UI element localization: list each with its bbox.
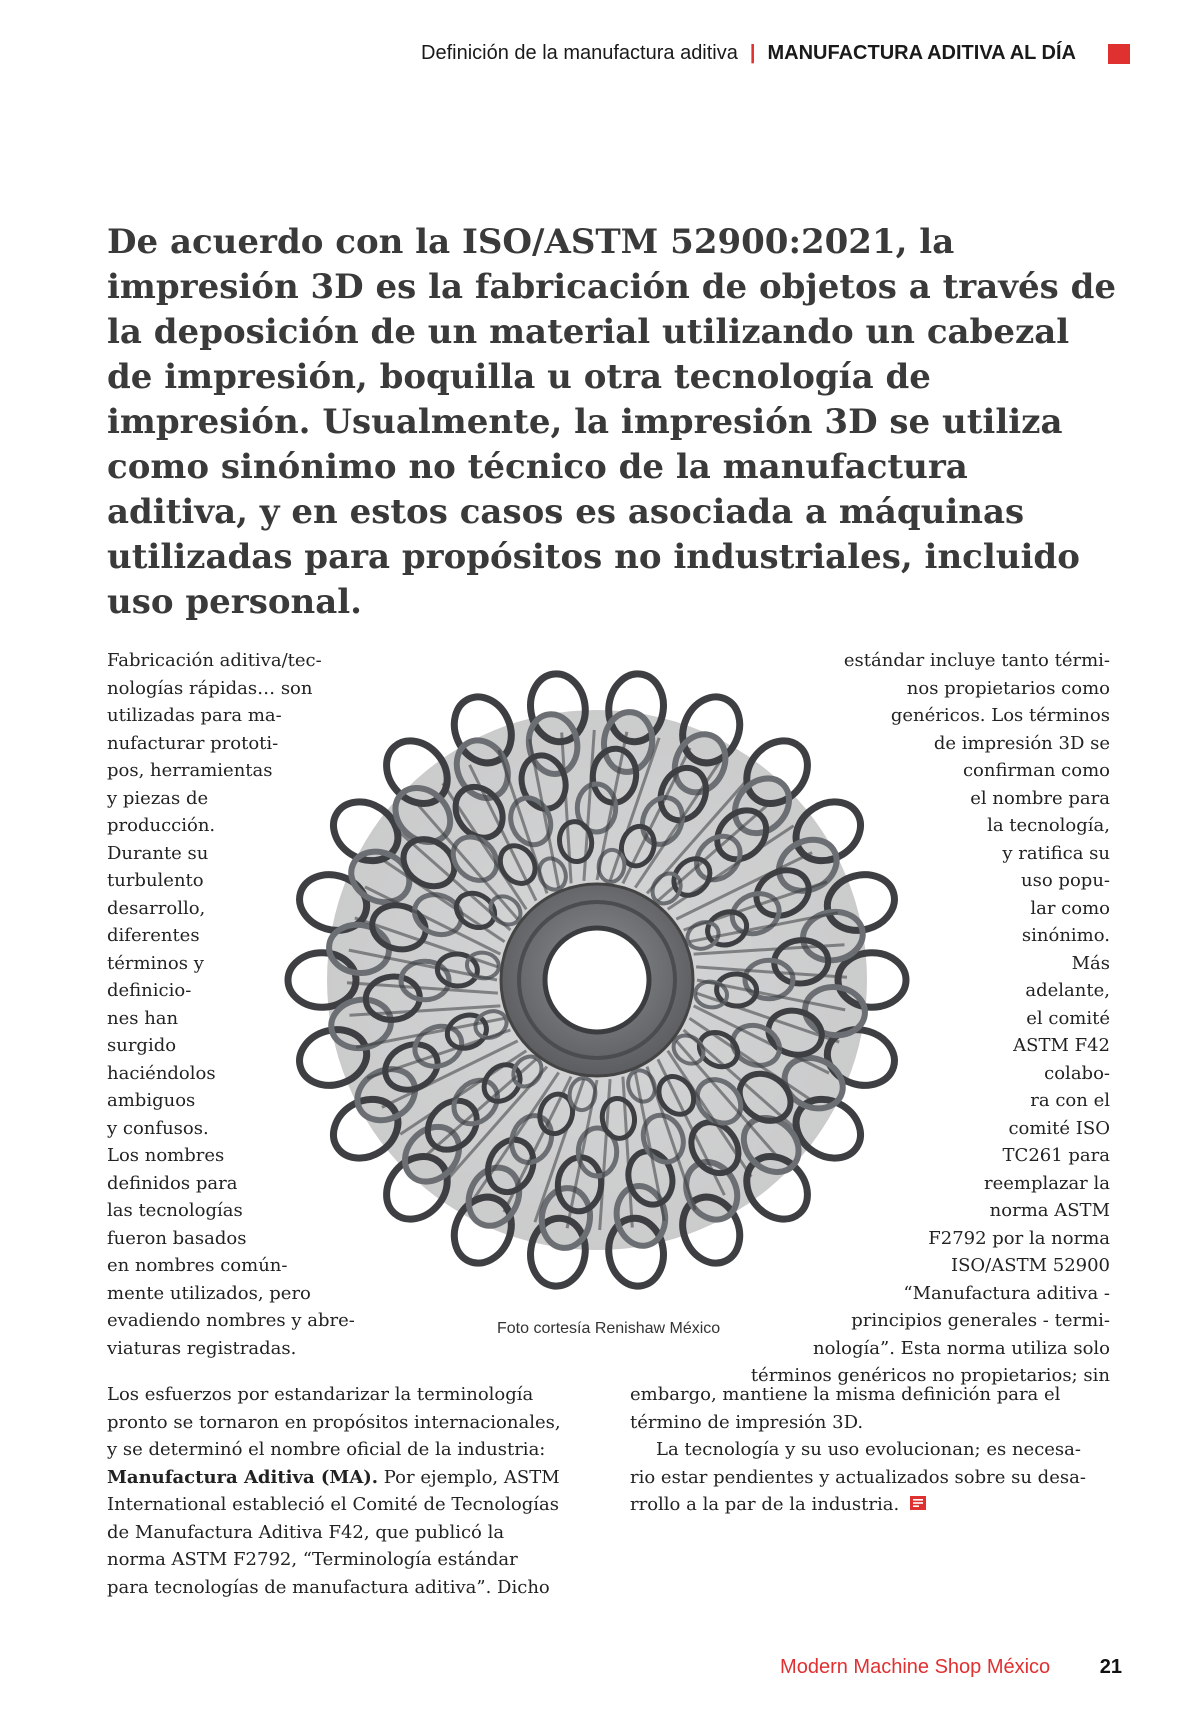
- pull-quote: De acuerdo con la ISO/ASTM 52900:2021, la impresión 3D es la fabricación de objetos a través de la deposición de un material utilizando un cabezal de impresión, boquilla u otra tecnología de impresión. Usualmente, la impresión 3D se utiliza como sinónimo no técnico de la manufactura aditiva, y en estos casos es asociada a máquinas utilizadas para propósitos no industriales, incluido uso personal.: [107, 222, 1116, 622]
- text-line: pronto se tornaron en propósitos internacionales,: [107, 1411, 561, 1433]
- text-line: fueron basados: [107, 1227, 247, 1249]
- text-line: lar como: [1030, 897, 1110, 919]
- text-line: producción.: [107, 815, 216, 836]
- text-line: evadiendo nombres y abre-: [107, 1310, 355, 1331]
- text-line: turbulento: [107, 870, 204, 891]
- photo-caption: Foto cortesía Renishaw México: [497, 1320, 721, 1337]
- text-line: confirman como: [962, 760, 1110, 781]
- text-line: International estableció el Comité de Tecnologías: [107, 1494, 560, 1515]
- text-line: principios generales - termi-: [851, 1310, 1110, 1331]
- text-line: ambiguos: [107, 1090, 196, 1111]
- column-brand: MANUFACTURA ADITIVA AL DÍA: [767, 42, 1076, 64]
- text-line: genéricos. Los términos: [890, 705, 1110, 726]
- header-separator: |: [749, 42, 756, 64]
- text-line: sinónimo.: [1021, 925, 1110, 946]
- text-line: norma ASTM F2792, “Terminología estándar: [107, 1549, 518, 1570]
- right-column-bottom: [630, 1381, 1086, 1519]
- text-line: para tecnologías de manufactura aditiva”. Dicho: [107, 1576, 550, 1598]
- page-footer: [780, 1656, 1122, 1679]
- text-line: y piezas de: [107, 787, 209, 809]
- text-line: y ratifica su: [1002, 842, 1110, 864]
- text-line: el comité: [1026, 1007, 1110, 1029]
- text-line: norma ASTM: [989, 1200, 1110, 1221]
- text-line: ISO/ASTM 52900: [950, 1255, 1110, 1276]
- text-line: [630, 1491, 1086, 1519]
- text-fragment: rrollo a la par de la industria.: [630, 1494, 900, 1515]
- text-line: [107, 1464, 561, 1492]
- text-line: F2792 por la norma: [928, 1227, 1110, 1249]
- text-line: utilizadas para ma-: [107, 705, 282, 726]
- lattice-illustration: [262, 645, 932, 1315]
- text-line: nufacturar prototi-: [107, 732, 279, 754]
- text-line: comité ISO: [1008, 1117, 1110, 1139]
- text-line: surgido: [107, 1035, 177, 1056]
- text-line: TC261 para: [1002, 1145, 1110, 1166]
- text-line: estándar incluye tanto térmi-: [843, 650, 1110, 671]
- text-line: definidos para: [107, 1172, 238, 1194]
- text-line: la tecnología,: [987, 815, 1110, 836]
- text-line: Más: [1071, 952, 1110, 974]
- text-line: el nombre para: [970, 787, 1110, 809]
- text-line: en nombres común-: [107, 1255, 288, 1276]
- text-line: Durante su: [107, 842, 209, 864]
- text-line: nologías rápidas… son: [107, 677, 313, 699]
- text-line: Los nombres: [107, 1145, 225, 1166]
- text-line: adelante,: [1025, 980, 1110, 1001]
- text-line: término de impresión 3D.: [630, 1411, 864, 1433]
- text-line: nos propietarios como: [906, 677, 1110, 699]
- text-line: y confusos.: [107, 1117, 209, 1139]
- text-line: colabo-: [1044, 1062, 1110, 1084]
- text-line: pos, herramientas: [107, 760, 273, 781]
- left-column-bottom: [107, 1381, 561, 1601]
- text-line: mente utilizados, pero: [107, 1282, 311, 1304]
- magazine-name: Modern Machine Shop México: [780, 1656, 1051, 1678]
- red-square-marker: [1108, 44, 1130, 64]
- text-line: ASTM F42: [1013, 1035, 1110, 1056]
- text-line: reemplazar la: [983, 1172, 1110, 1194]
- lattice-photo: [262, 645, 932, 1315]
- text-line: embargo, mantiene la misma definición para el: [630, 1384, 1061, 1405]
- text-line: uso popu-: [1021, 870, 1110, 891]
- text-line: y se determinó el nombre oficial de la industria:: [107, 1439, 546, 1460]
- text-line: Los esfuerzos por estandarizar la terminología: [107, 1384, 534, 1405]
- text-line: términos genéricos no propietarios; sin: [750, 1365, 1110, 1386]
- text-line: definicio-: [107, 980, 192, 1001]
- text-line: de impresión 3D se: [933, 732, 1110, 754]
- text-line: desarrollo,: [107, 897, 206, 919]
- text-line: nes han: [107, 1007, 179, 1029]
- text-line: haciéndolos: [107, 1062, 216, 1084]
- text-line: viaturas registradas.: [107, 1337, 297, 1359]
- page-number: 21: [1099, 1656, 1122, 1678]
- lattice-hub-hole: [545, 928, 649, 1032]
- end-of-article-icon: [909, 1495, 927, 1511]
- text-line: las tecnologías: [107, 1200, 243, 1221]
- bold-term: Manufactura Aditiva (MA).: [107, 1466, 379, 1488]
- text-line: ra con el: [1030, 1090, 1110, 1111]
- text-line: Fabricación aditiva/tec-: [107, 650, 322, 671]
- running-header: [421, 42, 1130, 65]
- text-line: La tecnología y su uso evolucionan; es necesa-: [656, 1439, 1081, 1460]
- section-title: Definición de la manufactura aditiva: [421, 42, 738, 64]
- text-line: rio estar pendientes y actualizados sobre su desa-: [630, 1466, 1086, 1488]
- text-line: nología”. Esta norma utiliza solo: [813, 1337, 1110, 1359]
- text-line: de Manufactura Aditiva F42, que publicó la: [107, 1521, 505, 1543]
- text-line: “Manufactura aditiva -: [903, 1282, 1110, 1304]
- text-line: diferentes: [107, 925, 200, 946]
- text-fragment: Por ejemplo, ASTM: [378, 1466, 560, 1488]
- text-line: términos y: [107, 952, 204, 974]
